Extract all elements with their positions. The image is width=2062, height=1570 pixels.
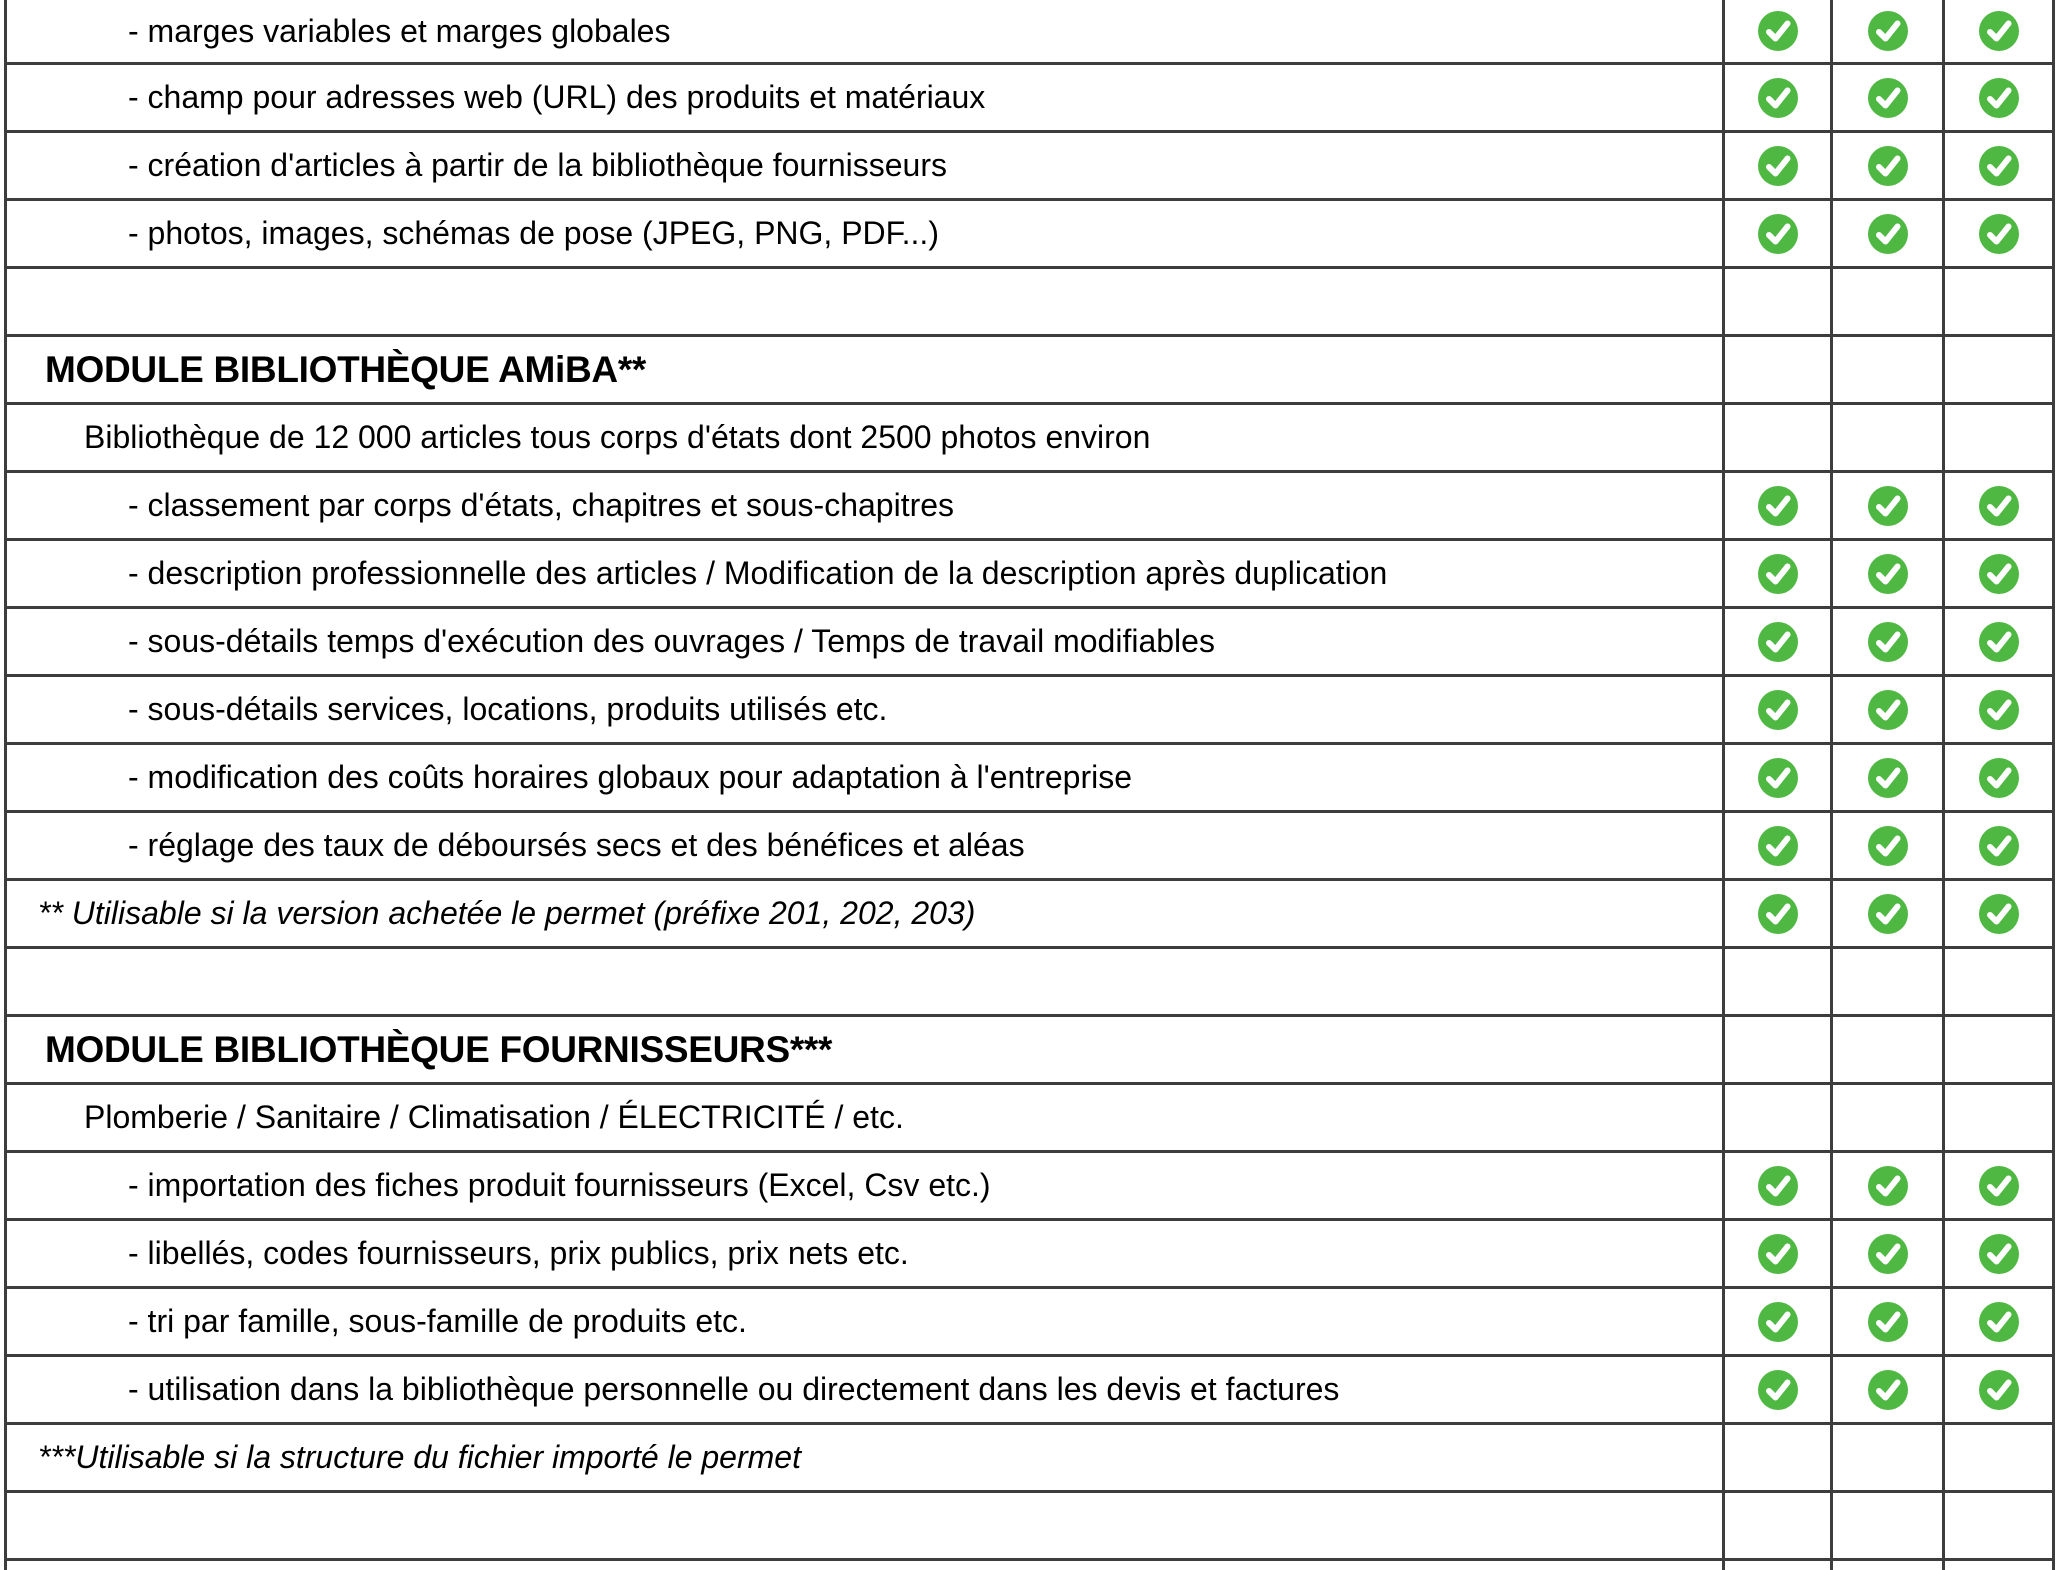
plan-check-cell-3 [1945,65,2055,130]
plan-check-cell-2 [1833,133,1945,198]
plan-check-cell-3 [1945,1085,2055,1150]
check-circle-icon [1758,690,1798,730]
plan-check-cell-3 [1945,269,2055,334]
plan-check-cell-1 [1725,813,1833,878]
check-circle-icon [1868,1370,1908,1410]
plan-check-cell-3 [1945,0,2055,62]
feature-label: - sous-détails temps d'exécution des ouvrages / Temps de travail modifiables [7,609,1725,674]
feature-label: Plomberie / Sanitaire / Climatisation / ÉLECTRICITÉ / etc. [7,1085,1725,1150]
plan-check-cell-3 [1945,1017,2055,1082]
plan-check-cell-3 [1945,1221,2055,1286]
feature-label: - marges variables et marges globales [7,0,1725,62]
table-row [7,1289,2055,1357]
feature-label: - photos, images, schémas de pose (JPEG, PNG, PDF...) [7,201,1725,266]
check-circle-icon [1758,1234,1798,1274]
table-row [7,1221,2055,1289]
plan-check-cell-3 [1945,133,2055,198]
check-circle-icon [1979,690,2019,730]
check-circle-icon [1758,11,1798,51]
plan-check-cell-3 [1945,949,2055,1014]
plan-check-cell-2 [1833,949,1945,1014]
plan-check-cell-1 [1725,1017,1833,1082]
check-circle-icon [1868,1234,1908,1274]
plan-check-cell-2 [1833,881,1945,946]
plan-check-cell-3 [1945,405,2055,470]
check-circle-icon [1868,78,1908,118]
check-circle-icon [1979,1370,2019,1410]
check-circle-icon [1979,146,2019,186]
table-row [7,541,2055,609]
check-circle-icon [1979,758,2019,798]
plan-check-cell-2 [1833,677,1945,742]
plan-check-cell-2 [1833,609,1945,674]
plan-check-cell-2 [1833,1561,1945,1570]
check-circle-icon [1979,1166,2019,1206]
feature-comparison-table [4,0,2055,1570]
check-circle-icon [1979,622,2019,662]
check-circle-icon [1868,758,1908,798]
plan-check-cell-3 [1945,201,2055,266]
plan-check-cell-3 [1945,473,2055,538]
plan-check-cell-1 [1725,1561,1833,1570]
table-row [7,1425,2055,1493]
table-row [7,201,2055,269]
table-row [7,949,2055,1017]
plan-check-cell-2 [1833,405,1945,470]
table-row [7,405,2055,473]
check-circle-icon [1868,146,1908,186]
check-circle-icon [1758,758,1798,798]
plan-check-cell-3 [1945,813,2055,878]
table-row [7,1357,2055,1425]
plan-check-cell-2 [1833,269,1945,334]
check-circle-icon [1758,894,1798,934]
table-row [7,269,2055,337]
feature-label: - classement par corps d'états, chapitres et sous-chapitres [7,473,1725,538]
plan-check-cell-2 [1833,745,1945,810]
plan-check-cell-3 [1945,609,2055,674]
table-row [7,0,2055,65]
check-circle-icon [1868,894,1908,934]
plan-check-cell-1 [1725,269,1833,334]
plan-check-cell-3 [1945,677,2055,742]
plan-check-cell-2 [1833,813,1945,878]
feature-label: - sous-détails services, locations, produits utilisés etc. [7,677,1725,742]
plan-check-cell-3 [1945,1561,2055,1570]
feature-label: - création d'articles à partir de la bibliothèque fournisseurs [7,133,1725,198]
check-circle-icon [1979,894,2019,934]
plan-check-cell-1 [1725,609,1833,674]
plan-check-cell-2 [1833,1153,1945,1218]
check-circle-icon [1758,1370,1798,1410]
check-circle-icon [1868,486,1908,526]
feature-label: - tri par famille, sous-famille de produits etc. [7,1289,1725,1354]
check-circle-icon [1979,826,2019,866]
check-circle-icon [1758,78,1798,118]
table-row [7,1017,2055,1085]
plan-check-cell-2 [1833,65,1945,130]
check-circle-icon [1758,1166,1798,1206]
feature-label: MODULE BIBLIOTHÈQUE FOURNISSEURS*** [7,1017,1725,1082]
feature-label: - description professionnelle des articles / Modification de la description après duplication [7,541,1725,606]
check-circle-icon [1979,1234,2019,1274]
feature-label: - champ pour adresses web (URL) des produits et matériaux [7,65,1725,130]
table-row [7,1085,2055,1153]
plan-check-cell-1 [1725,1153,1833,1218]
plan-check-cell-2 [1833,337,1945,402]
check-circle-icon [1868,622,1908,662]
plan-check-cell-2 [1833,1425,1945,1490]
plan-check-cell-2 [1833,1289,1945,1354]
feature-label: - réglage des taux de déboursés secs et des bénéfices et aléas [7,813,1725,878]
plan-check-cell-2 [1833,473,1945,538]
table-row [7,813,2055,881]
plan-check-cell-1 [1725,949,1833,1014]
plan-check-cell-1 [1725,405,1833,470]
plan-check-cell-1 [1725,65,1833,130]
plan-check-cell-1 [1725,0,1833,62]
check-circle-icon [1979,214,2019,254]
check-circle-icon [1868,826,1908,866]
check-circle-icon [1758,486,1798,526]
plan-check-cell-3 [1945,337,2055,402]
plan-check-cell-1 [1725,541,1833,606]
plan-check-cell-1 [1725,1493,1833,1558]
check-circle-icon [1979,11,2019,51]
plan-check-cell-3 [1945,1153,2055,1218]
plan-check-cell-3 [1945,881,2055,946]
feature-label: - utilisation dans la bibliothèque personnelle ou directement dans les devis et factures [7,1357,1725,1422]
feature-label [7,269,1725,334]
check-circle-icon [1758,146,1798,186]
check-circle-icon [1758,214,1798,254]
plan-check-cell-1 [1725,1425,1833,1490]
table-row [7,1153,2055,1221]
plan-check-cell-2 [1833,0,1945,62]
feature-label: - importation des fiches produit fournisseurs (Excel, Csv etc.) [7,1153,1725,1218]
check-circle-icon [1868,1166,1908,1206]
plan-check-cell-2 [1833,1357,1945,1422]
feature-label: - libellés, codes fournisseurs, prix publics, prix nets etc. [7,1221,1725,1286]
table-row [7,473,2055,541]
plan-check-cell-1 [1725,133,1833,198]
plan-check-cell-2 [1833,1493,1945,1558]
check-circle-icon [1979,554,2019,594]
check-circle-icon [1979,78,2019,118]
feature-label: ** Utilisable si la version achetée le permet (préfixe 201, 202, 203) [7,881,1725,946]
plan-check-cell-1 [1725,1357,1833,1422]
plan-check-cell-3 [1945,1289,2055,1354]
plan-check-cell-2 [1833,1085,1945,1150]
check-circle-icon [1758,554,1798,594]
feature-label: ***Utilisable si la structure du fichier importé le permet [7,1425,1725,1490]
plan-check-cell-3 [1945,1493,2055,1558]
feature-label [7,1561,1725,1570]
plan-check-cell-2 [1833,201,1945,266]
plan-check-cell-1 [1725,201,1833,266]
feature-label: - modification des coûts horaires globaux pour adaptation à l'entreprise [7,745,1725,810]
plan-check-cell-1 [1725,745,1833,810]
plan-check-cell-2 [1833,1221,1945,1286]
plan-check-cell-2 [1833,541,1945,606]
plan-check-cell-1 [1725,677,1833,742]
check-circle-icon [1868,1302,1908,1342]
feature-label [7,1493,1725,1558]
plan-check-cell-1 [1725,881,1833,946]
table-row [7,881,2055,949]
check-circle-icon [1868,690,1908,730]
check-circle-icon [1979,486,2019,526]
plan-check-cell-3 [1945,1357,2055,1422]
table-row [7,337,2055,405]
table-row [7,677,2055,745]
check-circle-icon [1758,1302,1798,1342]
plan-check-cell-1 [1725,1221,1833,1286]
feature-label: MODULE BIBLIOTHÈQUE AMiBA** [7,337,1725,402]
check-circle-icon [1979,1302,2019,1342]
table-row [7,745,2055,813]
table-row [7,1493,2055,1561]
plan-check-cell-3 [1945,1425,2055,1490]
check-circle-icon [1758,622,1798,662]
check-circle-icon [1758,826,1798,866]
plan-check-cell-3 [1945,541,2055,606]
check-circle-icon [1868,554,1908,594]
check-circle-icon [1868,11,1908,51]
plan-check-cell-2 [1833,1017,1945,1082]
table-row [7,133,2055,201]
table-row [7,1561,2055,1570]
plan-check-cell-1 [1725,1085,1833,1150]
plan-check-cell-1 [1725,473,1833,538]
check-circle-icon [1868,214,1908,254]
plan-check-cell-3 [1945,745,2055,810]
table-row [7,65,2055,133]
feature-label [7,949,1725,1014]
plan-check-cell-1 [1725,337,1833,402]
plan-check-cell-1 [1725,1289,1833,1354]
table-row [7,609,2055,677]
feature-label: Bibliothèque de 12 000 articles tous corps d'états dont 2500 photos environ [7,405,1725,470]
